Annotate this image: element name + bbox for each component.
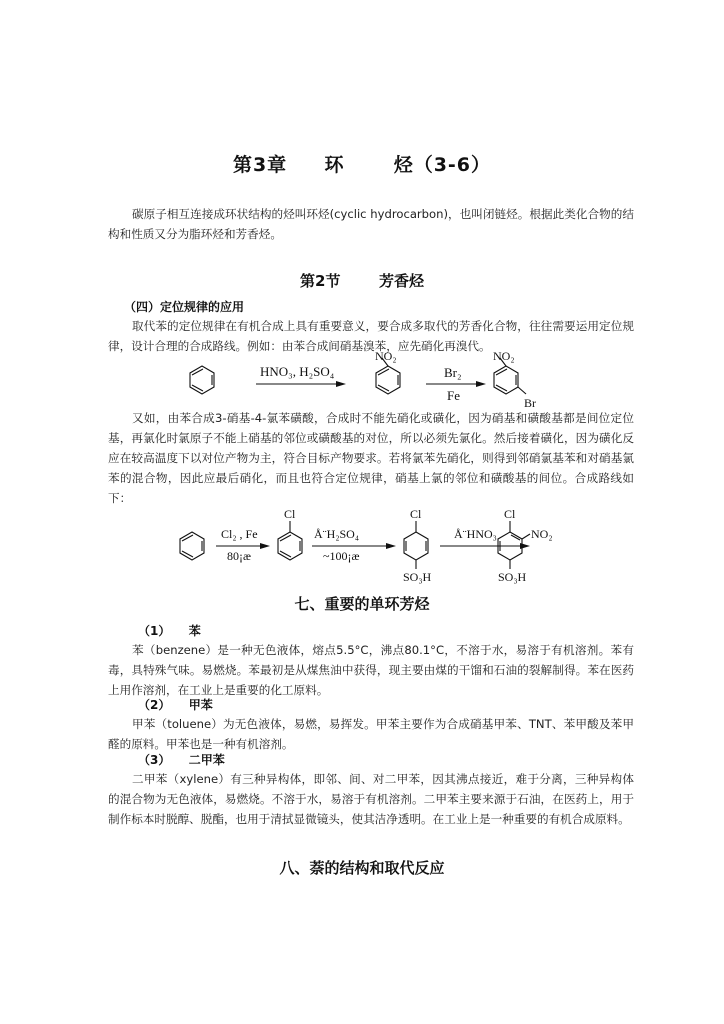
item-number: （2）: [138, 698, 171, 712]
paragraph-positioning-rules: 取代苯的定位规律在有机合成上具有重要意义，要合成多取代的芳香化合物，往往需要运用定位规律，设计合理的合成路线。例如：由苯合成间硝基溴苯，应先硝化再溴代。: [108, 319, 634, 353]
chapter-title-char2: 烃（3-6）: [393, 154, 492, 176]
chlorobenzene-ring-icon: [278, 521, 302, 560]
chapter-number: 第3章: [232, 154, 288, 176]
nitro-group-label: NO₂: [375, 350, 397, 363]
arrow-icon: [386, 543, 396, 549]
item-heading-benzene: [138, 622, 201, 639]
subsection-title: （四）定位规律的应用: [124, 300, 245, 314]
nitro-group-label: NO₂: [493, 350, 515, 363]
item-number: （3）: [138, 753, 171, 767]
arrow-icon: [476, 381, 486, 387]
arrow-icon: [336, 381, 346, 387]
paragraph-toluene: 甲苯（toluene）为无色液体，易燃，易挥发。甲苯主要作为合成硝基甲苯、TNT、苯甲酸及苯甲醛的原料。甲苯也是一种有机溶剂。: [108, 717, 634, 751]
benzene-ring-icon: [190, 366, 214, 394]
reagent-label: Cl₂ , Fe: [221, 527, 258, 541]
paragraph-synthesis-route: 又如，由苯合成3-硝基-4-氯苯磺酸，合成时不能先硝化或磺化，因为硝基和磺酸基都是间位定位基，再氯化时氯原子不能上硝基的邻位或磺酸基的对位，所以必须先氯化。然后接着磺化，因为磺化反应在较高温度下以对位产物为主，符合目标产物要求。若将氯苯先硝化，则得到邻硝氯基苯和对硝基氯苯的混合物，因此应最后硝化，而且也符合定位规律，硝基上氯的邻位和磺酸基的间位。合成路线如下：: [108, 411, 634, 505]
temperature-label: 80¡æ: [227, 549, 251, 563]
temperature-label: ~100¡æ: [323, 549, 360, 563]
section-number: 第2节: [300, 272, 341, 290]
item-name: 二甲苯: [188, 753, 225, 767]
reaction-scheme-bromonitrobenzene: [170, 350, 570, 412]
reagent-label: Å¨H₂SO₄: [314, 527, 360, 541]
item-number: （1）: [138, 624, 171, 638]
chloro-group-label: Cl: [284, 507, 296, 521]
chapter-title: [0, 150, 724, 177]
section-title: [0, 270, 724, 291]
nitro-group-label: NO₂: [531, 527, 553, 541]
catalyst-label: Fe: [447, 388, 460, 403]
arrow-icon: [260, 543, 270, 549]
section-title-naphthalene: 八、萘的结构和取代反应: [279, 859, 445, 877]
reagent-label: Br₂: [444, 365, 462, 380]
bromo-group-label: Br: [524, 396, 536, 410]
sulfonic-group-label: SO₃H: [498, 570, 527, 584]
item-name: 甲苯: [188, 698, 213, 712]
item-name: 苯: [188, 624, 201, 638]
intro-paragraph: 碳原子相互连接成环状结构的烃叫环烃(cyclic hydrocarbon)，也叫闭链烃。根据此类化合物的结构和性质又分为脂环烃和芳香烃。: [108, 207, 634, 241]
paragraph-xylene: 二甲苯（xylene）有三种异构体，即邻、间、对二甲苯，因其沸点接近，难于分离，三种异构体的混合物为无色液体，易燃烧。不溶于水，易溶于有机溶剂。二甲苯主要来源于石油，在医药上，用于制作标本时脱醇、脱酯，也用于清拭显微镜头，使其洁净透明。在工业上是一种重要的有机合成原料。: [108, 772, 634, 826]
chloro-group-label: Cl: [504, 507, 516, 521]
nitrobenzene-ring-icon: [376, 358, 400, 394]
reaction-scheme-chloronitrobenzenesulfonic-acid: [170, 505, 570, 585]
section-title-monocyclic-aromatics: 七、重要的单环芳烃: [294, 595, 430, 613]
item-heading-xylene: [138, 751, 225, 768]
chlorobenzenesulfonic-acid-ring-icon: [404, 521, 428, 569]
benzene-ring-icon: [180, 532, 204, 560]
bromonitrobenzene-ring-icon: [494, 358, 526, 394]
sulfonic-group-label: SO₃H: [403, 570, 432, 584]
reagent-label: Å¨HNO₃: [454, 527, 497, 541]
item-heading-toluene: [138, 696, 213, 713]
paragraph-benzene: 苯（benzene）是一种无色液体，熔点5.5°C，沸点80.1°C，不溶于水，易溶于有机溶剂。苯有毒，具特殊气味。易燃烧。苯最初是从煤焦油中获得，现主要由煤的干馏和石油的裂解制得。苯在医药上用作溶剂，在工业上是重要的化工原料。: [108, 643, 634, 697]
section-name: 芳香烃: [378, 272, 424, 290]
chloro-group-label: Cl: [410, 507, 422, 521]
reagent-label: HNO₃, H₂SO₄: [260, 364, 335, 379]
chapter-title-char1: 环: [324, 154, 345, 176]
